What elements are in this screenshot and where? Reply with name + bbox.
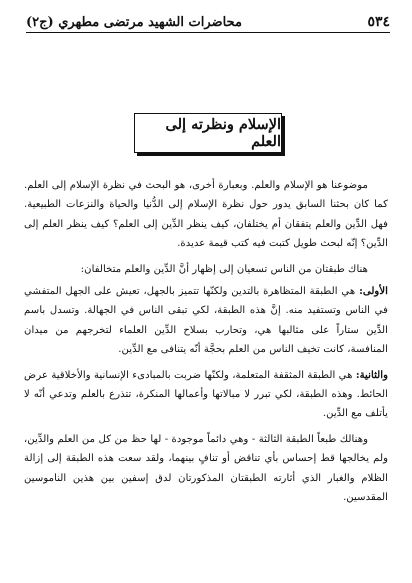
paragraph-two-groups: هناك طبقتان من الناس تسعيان إلى إظهار أنَّ الدِّين والعلم متخالفان: [80, 263, 368, 275]
paragraph-first-group [24, 282, 388, 360]
running-title: محاضرات الشهيد مرتضى مطهري (ج٢) [26, 15, 242, 30]
paragraph-intro: موضوعنا هو الإسلام والعلم. وبعبارة أخرى، هو البحث في نظرة الإسلام إلى العلم. كما كان بحثنا السابق يدور حول نظرة الإسلام إلى الدُّنيا والحياة والنزعات الطبيعية. فهل الدِّين والعلم يتفقان أم يختلفان، كيف ينظر الدِّين إلى العلم؟ كيف ينظر العلم إلى الدِّين؟ إنّه لبحث طويل كتبت فيه كتب قيمة عديدة. [24, 180, 388, 250]
paragraph-third-group: وهنالك طبعاً الطبقة الثالثة - وهي دائماً موجودة - لها حظ من كل من العلم والدِّين، ولم يخالجها قط إحساس بأي تناقض أو تنافٍ بينهما، ولقد سعت هذه الطبقة إلى إزالة الظلام والغبار الذي أثارته الطبقتان المذكورتان لدق إسفين بين هذين الناموسين المقدسين. [24, 433, 388, 504]
first-group-lead: الأولى: [359, 285, 388, 298]
body-text [24, 176, 388, 508]
page-number: ٥٣٤ [367, 14, 390, 30]
first-group-text: هي الطبقة المتظاهرة بالتدين ولكنّها تتميز بالجهل، تعيش على الجهل المتفشي في الناس وتستفيد منه. إنَّ هذه الطبقة، لكي تبقى الناس في الجهالة. وتسدل باسم الدِّين ستاراً على مثالبها هي، وتحارب بسلاح الدِّين العلماء لتخرجهم من ميدان المنافسة، كانت تخيف الناس من العلم بحجَّة أنّه يتنافى مع الدِّين. [24, 286, 388, 356]
second-group-lead: والثانية: [355, 368, 388, 381]
header-divider [26, 32, 390, 33]
second-group-text: هي الطبقة المثقفة المتعلمة، ولكنّها ضربت بالمبادىء الإنسانية والأخلاقية عرض الحائط. وهذه الطبقة، لكي تبرر لا مبالاتها وأعمالها المنكرة، تتذرع بالعلم وتدعي أنّه لا يأتلف مع الدِّين. [24, 369, 388, 420]
paragraph-second-group [24, 366, 388, 424]
section-title-box [134, 113, 282, 153]
page-header [26, 8, 390, 30]
section-title: الإسلام ونظرته إلى العلم [165, 116, 281, 150]
